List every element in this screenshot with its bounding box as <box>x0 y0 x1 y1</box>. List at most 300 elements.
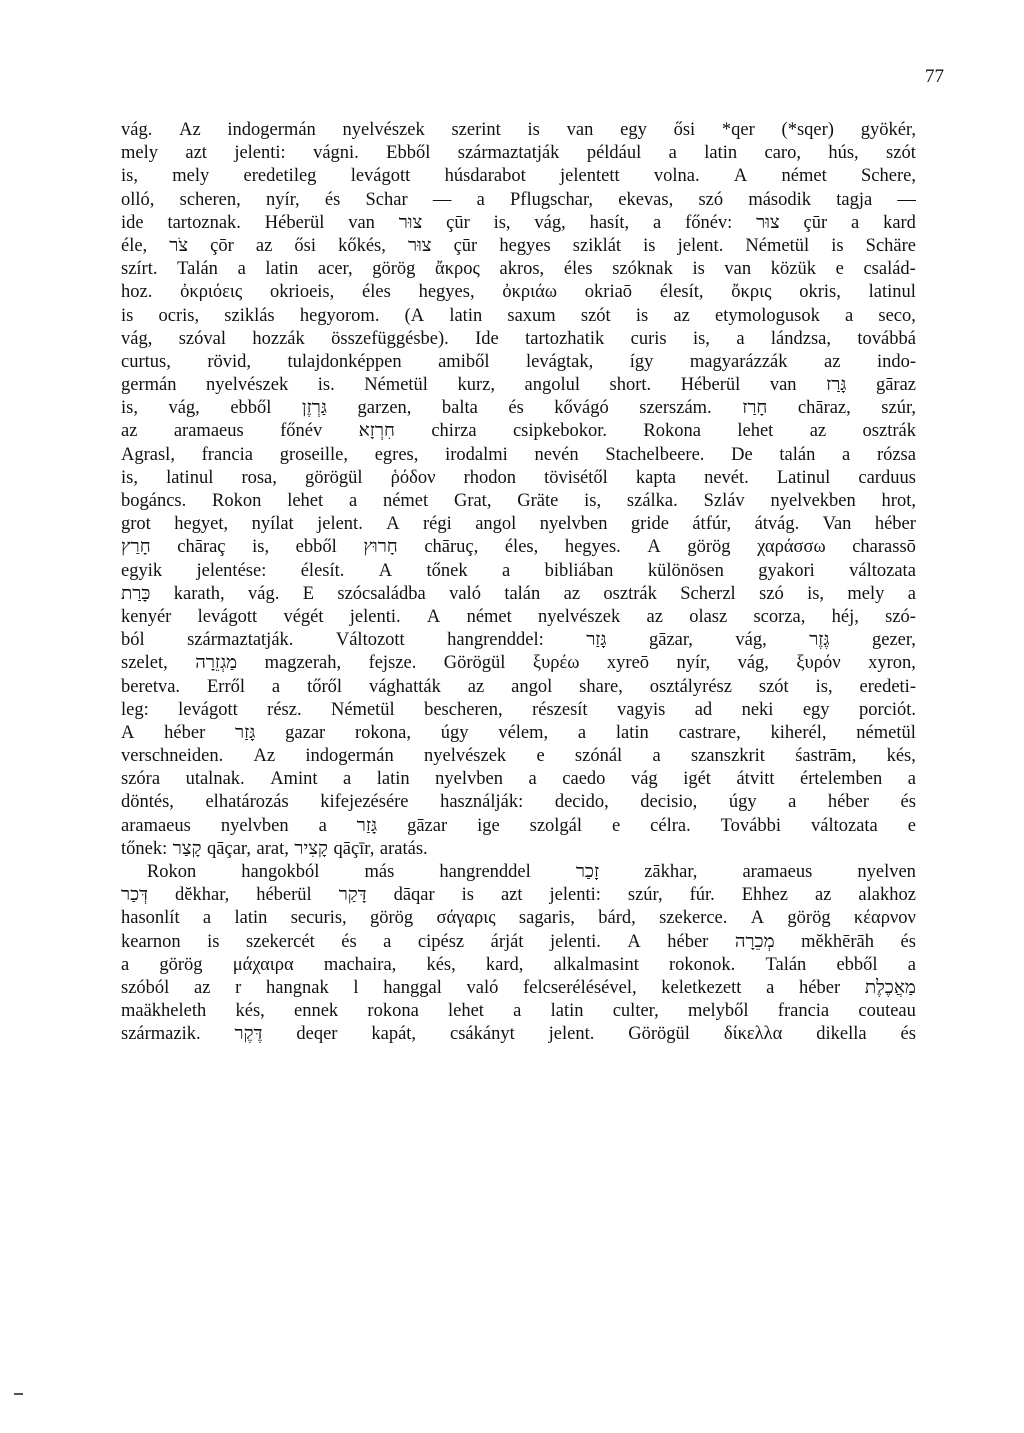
word: az <box>824 351 841 372</box>
text-line <box>121 398 916 421</box>
word: rosa, <box>241 467 277 488</box>
word: sziklás <box>224 305 275 326</box>
word: azt <box>185 143 207 164</box>
word: xyron, <box>868 653 916 674</box>
text-line <box>121 166 916 189</box>
word: éle, <box>121 235 148 256</box>
word: szúr, <box>627 885 663 906</box>
word: tövisétől <box>544 467 608 488</box>
word: germán <box>121 375 177 396</box>
word: chirza <box>431 421 477 442</box>
word: is, <box>121 467 138 488</box>
word: éles <box>362 282 391 303</box>
word: indo- <box>876 351 916 372</box>
word: gyökér, <box>860 120 916 140</box>
word: az <box>814 885 832 906</box>
word: rokona, <box>355 722 411 743</box>
word: értelemben <box>800 769 883 790</box>
word: lehet <box>448 1001 484 1022</box>
word: Scherzl <box>680 583 736 604</box>
word: maäkheleth <box>121 1001 207 1022</box>
word: németül <box>856 722 916 743</box>
text-line <box>121 445 916 468</box>
word: szelet, <box>121 653 168 674</box>
word: kapát, <box>371 1024 417 1045</box>
word: szót <box>580 305 611 326</box>
word: גָּזַר <box>586 630 607 651</box>
word: couteau <box>858 1001 916 1022</box>
word: Görögül <box>443 653 506 674</box>
word: az <box>563 583 581 604</box>
word: aratás. <box>379 838 428 859</box>
word: élesít. <box>300 560 345 581</box>
text-line <box>121 537 916 560</box>
margin-mark <box>14 1393 23 1395</box>
text-line <box>121 143 916 166</box>
word: az <box>673 305 690 326</box>
word: is <box>831 235 844 256</box>
word: nyelvben <box>539 514 608 535</box>
word: kővágó <box>554 398 609 419</box>
word: Németül <box>330 699 395 720</box>
word: tartozhatik <box>525 328 605 349</box>
word: Agrasl, <box>121 444 175 465</box>
word: Változott <box>335 630 405 651</box>
word: kenyér <box>121 606 172 627</box>
word: hús, <box>828 143 859 164</box>
text-line <box>121 932 916 955</box>
text-line <box>121 514 916 537</box>
word: ősi <box>294 235 316 256</box>
word: vág, <box>735 630 767 651</box>
word: kapta <box>635 467 676 488</box>
word: a <box>653 212 662 233</box>
word: latin <box>449 305 483 326</box>
word: דָּקַר <box>338 885 367 906</box>
word: részesít <box>532 699 588 720</box>
word: osztrák <box>862 421 916 442</box>
word: görög <box>372 259 416 280</box>
word: szó <box>759 583 784 604</box>
word: és <box>324 189 341 210</box>
word: a <box>842 444 851 465</box>
word: lehet <box>287 491 324 511</box>
word: porciót. <box>858 699 916 720</box>
word: צוּר <box>756 212 780 233</box>
word: tulajdonképpen <box>287 351 402 372</box>
word: bibliában <box>544 560 614 581</box>
word: úgy <box>440 722 469 743</box>
text-line <box>121 329 916 352</box>
word: rokona <box>367 1001 419 1022</box>
word: angolul <box>524 375 580 396</box>
word: vág, <box>534 212 566 233</box>
word: a <box>845 305 854 326</box>
word: német <box>781 166 827 187</box>
word: volna. <box>653 166 700 187</box>
word: verschneiden. <box>121 746 224 767</box>
word: vág, <box>121 328 153 349</box>
word: מַאֲכֶלֶת <box>864 977 916 998</box>
word: leg: <box>121 699 149 720</box>
word: latin <box>615 722 649 743</box>
word: való <box>449 583 481 604</box>
word: Pflugschar, <box>510 189 594 210</box>
text-line <box>121 955 916 978</box>
word: csákányt <box>449 1024 515 1045</box>
word: etymologusok <box>714 305 820 326</box>
text-line <box>121 468 916 491</box>
word: decisio, <box>640 792 698 813</box>
text-line <box>121 120 916 143</box>
word: melyből <box>687 1001 749 1022</box>
word: talán <box>779 444 816 465</box>
word: más <box>364 862 395 882</box>
text-line <box>121 1001 916 1024</box>
word: a <box>851 212 860 233</box>
word: curtus, <box>121 351 171 372</box>
word: szanszkrit <box>690 746 765 767</box>
text-line <box>121 908 916 931</box>
word: caedo <box>562 769 606 790</box>
word: latinul <box>166 467 214 488</box>
word: E <box>302 583 315 604</box>
word: e <box>536 746 545 767</box>
word: aramaeus <box>742 862 813 882</box>
word: Latinul <box>776 467 831 488</box>
word: aramaeus <box>173 421 244 442</box>
text-line <box>121 723 916 746</box>
word: mĕkhērāh <box>801 931 875 952</box>
word: גֶּזֶר <box>809 630 830 651</box>
word: גָּזַר <box>235 722 256 743</box>
word: קָצִיר <box>294 838 328 859</box>
word: chāruç, <box>424 537 479 558</box>
word: karath, <box>173 583 225 604</box>
word: az <box>809 421 827 442</box>
word: utalnak. <box>185 769 245 790</box>
word: Schere, <box>860 166 916 187</box>
word: a <box>202 908 212 929</box>
word: a <box>668 143 677 164</box>
word: nyír, <box>676 653 711 674</box>
text-line <box>121 862 916 885</box>
page-number: 77 <box>925 66 944 87</box>
word: levágtak, <box>525 351 594 372</box>
word: (*sqer) <box>781 120 834 140</box>
word: ide <box>121 212 144 233</box>
word: kifejezésére <box>320 792 409 813</box>
word: A <box>426 606 441 627</box>
word: hasonlít <box>121 908 180 929</box>
word: rész. <box>267 699 302 720</box>
word: a <box>577 722 587 743</box>
word: szóknak <box>612 259 673 280</box>
word: a <box>343 769 352 790</box>
word: Stachelbeere. <box>605 444 705 465</box>
word: átfúr, <box>692 514 732 535</box>
word: vághatták <box>368 676 441 697</box>
word: szóból <box>121 977 170 998</box>
word: Erről <box>206 676 245 697</box>
word: tőnek: <box>121 838 168 859</box>
word: caro, <box>764 143 801 164</box>
word: Rokona <box>643 421 701 442</box>
word: úgy <box>728 792 757 813</box>
word: is, <box>252 537 270 558</box>
word: curis <box>630 328 667 349</box>
word: dikella <box>816 1024 867 1045</box>
word: átvág. <box>754 514 800 535</box>
word: árját <box>490 931 524 952</box>
word: görög <box>159 954 203 975</box>
word: igét <box>683 769 711 790</box>
word: scorza, <box>753 606 806 627</box>
word: Héberül <box>680 375 741 396</box>
word: kés, <box>235 1001 265 1022</box>
word: Németül <box>364 375 428 396</box>
word: fejsze. <box>368 653 417 674</box>
word: egy <box>620 120 647 140</box>
word: kard, <box>485 954 524 975</box>
word: ebből <box>230 398 272 419</box>
text-line <box>121 352 916 375</box>
word: Schar <box>365 189 408 210</box>
word: latin <box>376 769 410 790</box>
word: csipkebokor. <box>512 421 607 442</box>
word: is <box>643 235 656 256</box>
word: hegyorom. <box>299 305 380 326</box>
word: kés, <box>886 746 916 767</box>
word: lándzsa, <box>770 328 832 349</box>
word: a <box>907 769 916 790</box>
word: a <box>502 560 511 581</box>
word: nyelvészek <box>538 606 621 627</box>
word: fúr. <box>689 885 715 906</box>
word: ige <box>477 815 500 836</box>
word: A <box>627 931 641 952</box>
word: חָרַז <box>742 398 768 419</box>
word: használják: <box>440 792 524 813</box>
word: ὀκριόεις <box>180 282 243 303</box>
word: héber <box>164 722 206 743</box>
word: a <box>237 259 246 280</box>
word: mely <box>172 166 210 187</box>
word: a <box>652 746 661 767</box>
word: Ide <box>475 328 499 349</box>
word: a <box>121 954 130 975</box>
word: változata <box>849 560 916 581</box>
word: a <box>348 491 358 511</box>
word: bárd, <box>598 908 636 929</box>
word: nyílat <box>251 514 294 535</box>
word: család- <box>863 259 916 280</box>
word: görög <box>370 908 414 929</box>
word: chāraç <box>177 537 226 558</box>
text-line <box>121 491 916 514</box>
word: és <box>900 931 916 952</box>
word: nyelvben <box>435 769 503 790</box>
word: szó- <box>885 606 916 627</box>
word: ξυρόν <box>796 653 841 674</box>
word: levágott <box>197 606 258 627</box>
word: görögül <box>304 467 363 488</box>
word: nyír, <box>265 189 300 210</box>
word: keletkezett <box>661 977 742 998</box>
word: az <box>194 977 211 998</box>
word: çūr <box>803 212 828 233</box>
word: A <box>733 166 748 187</box>
word: levágott <box>350 166 411 187</box>
word: döntés, <box>121 792 174 813</box>
word: német <box>466 606 512 627</box>
text-line <box>121 375 916 398</box>
text-line <box>121 282 916 305</box>
word: e <box>835 259 844 280</box>
word: (A <box>404 305 425 326</box>
word: van <box>348 212 375 233</box>
text-line <box>121 839 916 862</box>
text-line <box>121 885 916 908</box>
word: a <box>271 676 281 697</box>
word: hegyes, <box>418 282 475 303</box>
word: átvitt <box>736 769 775 790</box>
text-line <box>121 1024 916 1047</box>
word: צוּר <box>407 235 432 256</box>
word: felcserélésével, <box>523 977 637 998</box>
word: rózsa <box>876 444 916 465</box>
word: összefüggésbe). <box>331 328 449 349</box>
word: Amint <box>270 769 318 790</box>
word: jelenti: <box>234 143 286 164</box>
word: kard <box>883 212 916 233</box>
word: ebből <box>836 954 878 975</box>
word: jelenti. <box>349 606 401 627</box>
word: מְכֵרָה <box>734 931 775 952</box>
word: olasz <box>689 606 728 627</box>
word: származtatják. <box>187 630 294 651</box>
word: gāzar, <box>649 630 693 651</box>
word: alakhoz <box>858 885 916 906</box>
text-line <box>121 213 916 236</box>
word: okrioeis, <box>270 282 335 303</box>
word: levágott <box>178 699 238 720</box>
word: a <box>476 189 485 210</box>
word: nevét. <box>704 467 749 488</box>
text-line <box>121 630 916 653</box>
word: változata <box>811 815 878 836</box>
word: mely <box>121 143 158 164</box>
word: latinul <box>868 282 916 303</box>
word: hangrenddel: <box>447 630 544 651</box>
word: cipész <box>417 931 465 952</box>
word: גַּרְזֶן <box>301 398 327 419</box>
word: balta <box>441 398 478 419</box>
word: A <box>386 514 400 535</box>
word: indogermán <box>305 746 394 767</box>
word: héberül <box>256 885 312 906</box>
word: nyelvekben <box>770 491 856 511</box>
text-line <box>121 259 916 282</box>
word: çōr <box>210 235 234 256</box>
word: és <box>900 792 916 813</box>
word: eredetileg <box>243 166 317 187</box>
word: származik. <box>121 1024 201 1045</box>
text-line <box>121 306 916 329</box>
word: a <box>736 328 745 349</box>
word: hoz. <box>121 282 153 303</box>
word: éles, <box>504 537 539 558</box>
word: sagaris, <box>518 908 575 929</box>
word: jelenti. <box>550 931 601 952</box>
word: például <box>586 143 642 164</box>
word: szócsaládba <box>337 583 426 604</box>
word: van <box>769 375 797 396</box>
body-text <box>121 120 916 1048</box>
word: talán <box>504 583 541 604</box>
word: çūr <box>446 212 470 233</box>
text-line <box>121 653 916 676</box>
word: latin <box>265 259 299 280</box>
word: szerszám. <box>639 398 712 419</box>
word: śastrām, <box>795 746 857 767</box>
word: az <box>121 421 138 442</box>
word: hanggal <box>383 977 442 998</box>
word: rokonok. <box>669 954 736 975</box>
word: rövid, <box>207 351 252 372</box>
word: egy <box>802 699 830 720</box>
word: nyelvészek <box>423 746 507 767</box>
word: Szláv <box>703 491 745 511</box>
word: indogermán <box>227 120 316 140</box>
word: jelenti: <box>549 885 601 906</box>
word: ad <box>694 699 713 720</box>
word: hangnak <box>266 977 329 998</box>
word: gride <box>630 514 669 535</box>
word: ekevas, <box>618 189 674 210</box>
word: latin <box>234 908 268 929</box>
word: hangrenddel <box>439 862 531 882</box>
word: francia <box>777 1001 830 1022</box>
word: σάγαρις <box>436 908 496 929</box>
word: short. <box>609 375 652 396</box>
word: szerint <box>451 120 501 140</box>
word: neki <box>741 699 774 720</box>
word: szónál <box>574 746 623 767</box>
word: főnév: <box>685 212 733 233</box>
word: çūr <box>453 235 478 256</box>
word: jelentett <box>560 166 620 187</box>
text-line <box>121 816 916 839</box>
word: héber <box>827 792 869 813</box>
word: További <box>720 815 782 836</box>
word: tartoznak. <box>167 212 241 233</box>
word: francia <box>201 444 253 465</box>
word: Talán <box>177 259 218 280</box>
word: így <box>629 351 654 372</box>
word: a <box>513 1001 522 1022</box>
word: nyelven <box>857 862 916 882</box>
word: osztrák <box>603 583 657 604</box>
word: vágni. <box>313 143 359 164</box>
word: végét <box>283 606 324 627</box>
word: gazar <box>285 722 326 743</box>
text-line <box>121 769 916 792</box>
word: Ebből <box>386 143 431 164</box>
word: is <box>121 305 134 326</box>
word: גָּזַר <box>356 815 378 836</box>
word: Rokon <box>146 862 197 882</box>
